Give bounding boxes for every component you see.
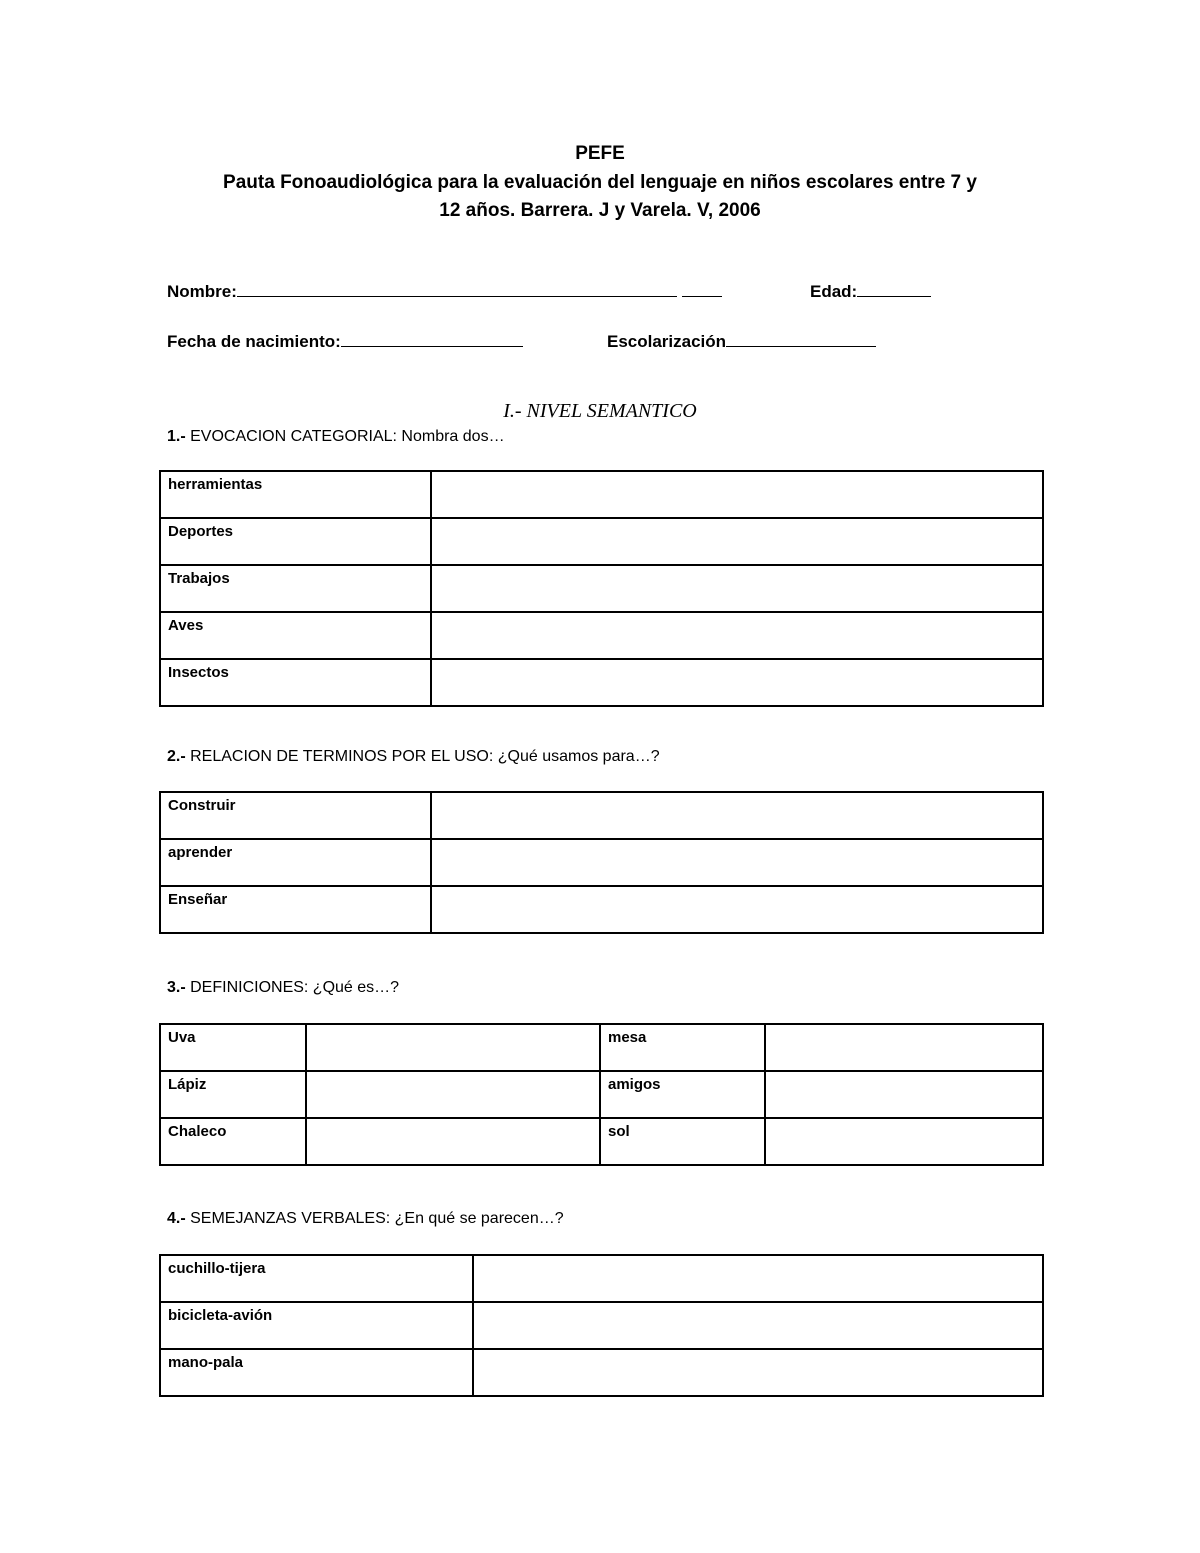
row-label: bicicleta-avión <box>160 1302 473 1349</box>
q3-table <box>159 1023 1044 1166</box>
answer-cell[interactable] <box>431 839 1043 886</box>
edad-line <box>857 280 931 297</box>
q1-label <box>167 428 505 446</box>
fecha-nacimiento-field[interactable] <box>167 330 523 352</box>
q1-number: 1.- <box>167 428 186 445</box>
row-label: amigos <box>600 1071 765 1118</box>
answer-cell[interactable] <box>431 471 1043 518</box>
q4-table <box>159 1254 1044 1397</box>
table-row <box>160 792 1043 839</box>
escolarizacion-line <box>726 330 876 347</box>
table-row <box>160 1349 1043 1396</box>
escolarizacion-field[interactable] <box>607 330 876 352</box>
answer-cell[interactable] <box>473 1349 1043 1396</box>
row-label: Insectos <box>160 659 431 706</box>
row-label: Trabajos <box>160 565 431 612</box>
form-title-line1: Pauta Fonoaudiológica para la evaluación del lenguaje en niños escolares entre 7 y <box>223 172 977 193</box>
row-label: sol <box>600 1118 765 1165</box>
q3-text: DEFINICIONES: ¿Qué es…? <box>190 979 400 996</box>
table-row <box>160 612 1043 659</box>
q4-number: 4.- <box>167 1210 186 1227</box>
table-row <box>160 565 1043 612</box>
answer-cell[interactable] <box>306 1024 600 1071</box>
edad-label: Edad: <box>810 282 858 301</box>
table-row <box>160 839 1043 886</box>
answer-cell[interactable] <box>431 565 1043 612</box>
row-label: Uva <box>160 1024 306 1071</box>
q4-text: SEMEJANZAS VERBALES: ¿En qué se parecen…? <box>190 1210 564 1227</box>
table-row <box>160 1024 1043 1071</box>
table-row <box>160 1071 1043 1118</box>
row-label: Deportes <box>160 518 431 565</box>
answer-cell[interactable] <box>431 518 1043 565</box>
q2-number: 2.- <box>167 748 186 765</box>
nombre-field[interactable] <box>167 280 722 302</box>
q2-label <box>167 748 660 766</box>
row-label: Chaleco <box>160 1118 306 1165</box>
answer-cell[interactable] <box>473 1302 1043 1349</box>
answer-cell[interactable] <box>473 1255 1043 1302</box>
answer-cell[interactable] <box>431 659 1043 706</box>
answer-cell[interactable] <box>431 792 1043 839</box>
table-row <box>160 518 1043 565</box>
answer-cell[interactable] <box>431 612 1043 659</box>
answer-cell[interactable] <box>306 1071 600 1118</box>
answer-cell[interactable] <box>431 886 1043 933</box>
table-row <box>160 1255 1043 1302</box>
nombre-line <box>237 280 677 297</box>
table-row <box>160 471 1043 518</box>
row-label: Aves <box>160 612 431 659</box>
form-title-line2: 12 años. Barrera. J y Varela. V, 2006 <box>439 200 761 221</box>
answer-cell[interactable] <box>765 1118 1043 1165</box>
answer-cell[interactable] <box>765 1024 1043 1071</box>
form-acronym: PEFE <box>575 143 625 164</box>
row-label: Construir <box>160 792 431 839</box>
nombre-label: Nombre: <box>167 282 237 301</box>
row-label: herramientas <box>160 471 431 518</box>
q2-text: RELACION DE TERMINOS POR EL USO: ¿Qué usamos para…? <box>190 748 660 765</box>
table-row <box>160 1302 1043 1349</box>
answer-cell[interactable] <box>765 1071 1043 1118</box>
fecha-nacimiento-line <box>341 330 523 347</box>
q1-text: EVOCACION CATEGORIAL: Nombra dos… <box>190 428 505 445</box>
row-label: mano-pala <box>160 1349 473 1396</box>
answer-cell[interactable] <box>306 1118 600 1165</box>
table-row <box>160 659 1043 706</box>
row-label: cuchillo-tijera <box>160 1255 473 1302</box>
fecha-nacimiento-label: Fecha de nacimiento: <box>167 332 341 351</box>
edad-field[interactable] <box>810 280 931 302</box>
row-label: aprender <box>160 839 431 886</box>
nombre-line-extra <box>682 280 722 297</box>
row-label: Lápiz <box>160 1071 306 1118</box>
escolarizacion-label: Escolarización <box>607 332 727 351</box>
table-row <box>160 1118 1043 1165</box>
table-row <box>160 886 1043 933</box>
row-label: Enseñar <box>160 886 431 933</box>
q3-number: 3.- <box>167 979 186 996</box>
q1-table <box>159 470 1044 707</box>
q4-label <box>167 1210 564 1228</box>
section-title: I.- NIVEL SEMANTICO <box>503 400 697 422</box>
q3-label <box>167 979 399 997</box>
row-label: mesa <box>600 1024 765 1071</box>
q2-table <box>159 791 1044 934</box>
